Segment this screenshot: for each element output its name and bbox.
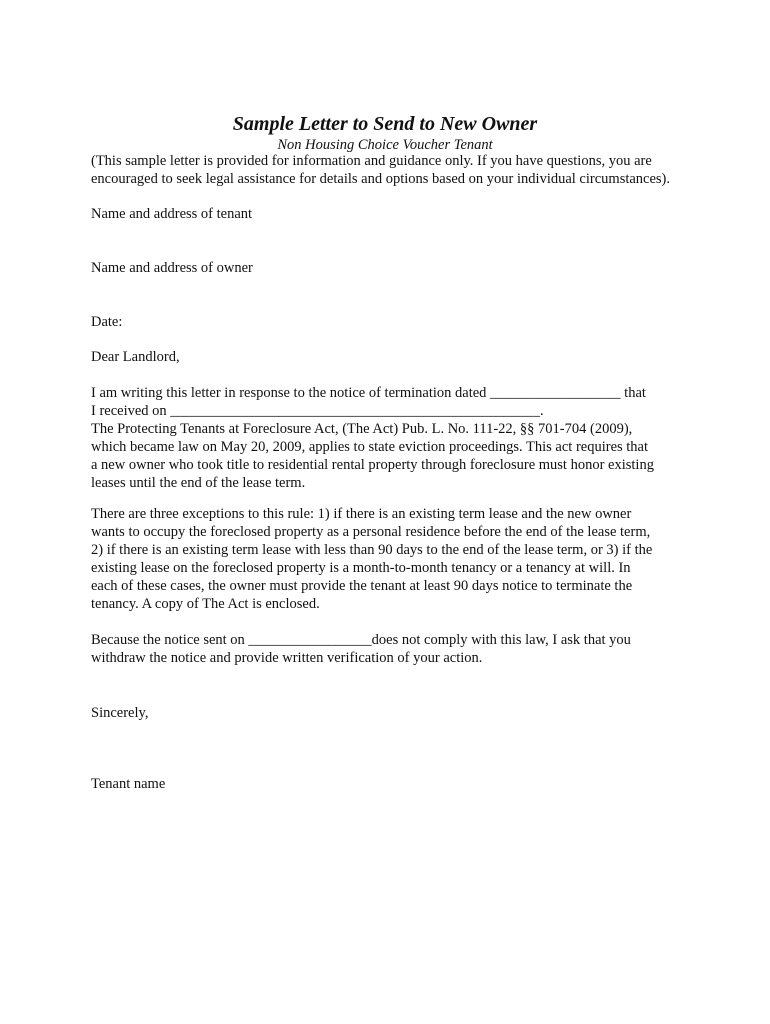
letter-title: Sample Letter to Send to New Owner bbox=[232, 113, 538, 135]
paragraph-line: I am writing this letter in response to the notice of termination dated __________________ that bbox=[91, 385, 646, 401]
date-label: Date: bbox=[91, 314, 123, 330]
owner-address-label: Name and address of owner bbox=[91, 260, 253, 276]
paragraph-line: wants to occupy the foreclosed property as a personal residence before the end of the lease term, bbox=[91, 524, 651, 540]
paragraph-line: There are three exceptions to this rule: 1) if there is an existing term lease and the new owner bbox=[91, 506, 632, 522]
paragraph-line: tenancy. A copy of The Act is enclosed. bbox=[91, 596, 320, 612]
disclaimer-line: (This sample letter is provided for information and guidance only. If you have questions, you are bbox=[91, 153, 652, 169]
disclaimer-line: encouraged to seek legal assistance for details and options based on your individual circumstances). bbox=[91, 171, 671, 187]
paragraph-exceptions bbox=[91, 505, 691, 613]
paragraph-line: The Protecting Tenants at Foreclosure Act, (The Act) Pub. L. No. 111-22, §§ 701-704 (2009), bbox=[91, 421, 633, 437]
signature-label: Tenant name bbox=[91, 776, 166, 792]
paragraph-line: withdraw the notice and provide written verification of your action. bbox=[91, 650, 483, 666]
paragraph-line: Because the notice sent on _________________does not comply with this law, I ask that you bbox=[91, 632, 631, 648]
paragraph-line: 2) if there is an existing term lease with less than 90 days to the end of the lease term, or 3) if the bbox=[91, 542, 653, 558]
disclaimer bbox=[91, 152, 691, 188]
letter-subtitle: Non Housing Choice Voucher Tenant bbox=[277, 137, 493, 153]
paragraph-line: existing lease on the foreclosed property is a month-to-month tenancy or a tenancy at will. In bbox=[91, 560, 631, 576]
paragraph-line: each of these cases, the owner must provide the tenant at least 90 days notice to terminate the bbox=[91, 578, 633, 594]
paragraph-line: a new owner who took title to residential rental property through foreclosure must honor existing bbox=[91, 457, 654, 473]
paragraph-foreclosure-act bbox=[91, 384, 691, 492]
paragraph-request bbox=[91, 631, 691, 667]
closing: Sincerely, bbox=[91, 705, 149, 721]
tenant-address-label: Name and address of tenant bbox=[91, 206, 253, 222]
paragraph-line: I received on ___________________________________________________. bbox=[91, 403, 544, 419]
salutation: Dear Landlord, bbox=[91, 349, 180, 365]
paragraph-line: leases until the end of the lease term. bbox=[91, 475, 306, 491]
paragraph-line: which became law on May 20, 2009, applies to state eviction proceedings. This act requires that bbox=[91, 439, 649, 455]
